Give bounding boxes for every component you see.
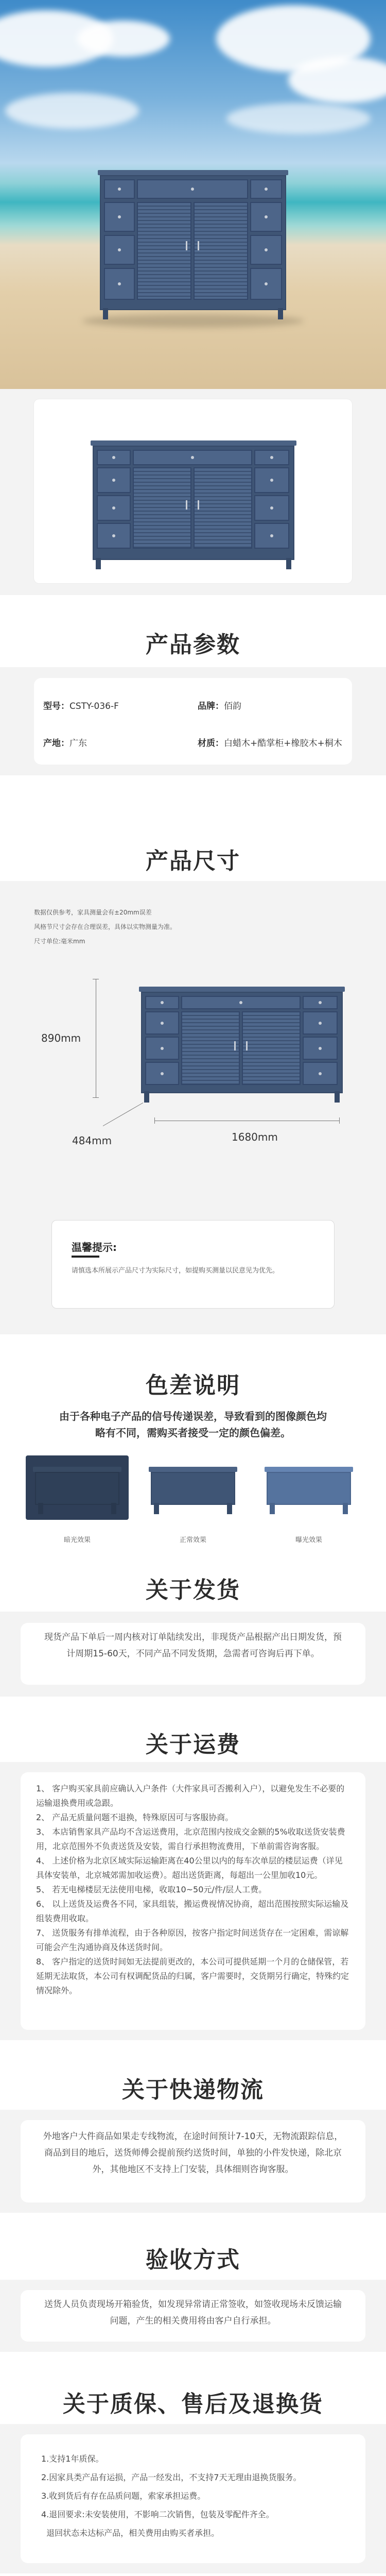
size-note: 风格节尺寸会存在合理误差，具体以实物测量为准。 bbox=[34, 923, 177, 930]
aftersale-title: 关于质保、售后及退换货 bbox=[63, 2391, 323, 2417]
accept-title: 验收方式 bbox=[146, 2247, 240, 2273]
freight-item: 7、 送货服务有排单流程，由于各种原因，按客户指定时间送货存在一定困难，需谅解可能会产生沟通协商及体送货时间。 bbox=[36, 1928, 349, 1952]
logistics-title: 关于快递物流 bbox=[122, 2077, 264, 2103]
aftersale-item: 1.支持1年质保。 bbox=[41, 2454, 104, 2464]
cloud bbox=[288, 57, 386, 103]
height-label: 890mm bbox=[41, 1032, 81, 1044]
size-note: 数据仅供参考，家具测量会有±20mm误差 bbox=[34, 909, 152, 916]
freight-item: 4、 上述价格为北京区域实际运输距离在40公里以内的每车次单层的楼层运费（详见具体安装单，北京城郊需加收运费）。超出送货距离，每超出一公里加收10元。 bbox=[36, 1856, 343, 1880]
size-diagram-cabinet bbox=[139, 987, 345, 1103]
swatch-caption: 曝光效果 bbox=[295, 1536, 322, 1544]
freight-item: 3、 本店销售家具产品均不含运送费用，北京范围内按成交金额的5%收取送货安装费用，北京范围外不负责送货及安装，需自行承担物流费用，下单前需咨询客服。 bbox=[36, 1827, 345, 1851]
freight-card bbox=[21, 1772, 365, 2030]
swatch-caption: 正常效果 bbox=[179, 1536, 206, 1544]
swatch-caption: 暗光效果 bbox=[63, 1536, 91, 1544]
freight-title: 关于运费 bbox=[146, 1732, 240, 1758]
dimension-tick bbox=[154, 1117, 155, 1124]
tip-underline bbox=[72, 1256, 99, 1258]
size-note: 尺寸单位:毫米mm bbox=[34, 938, 85, 945]
aftersale-item: 2.因家具类产品有运损，产品一经发出，不支持7天无理由退换货服务。 bbox=[41, 2472, 302, 2482]
swatch-dark bbox=[26, 1455, 129, 1520]
freight-item: 2、 产品无质量问题不退换，特殊原因可与客服协商。 bbox=[36, 1812, 234, 1822]
swatch-bright bbox=[257, 1455, 360, 1520]
logistics-card bbox=[21, 2120, 365, 2202]
width-label: 1680mm bbox=[232, 1131, 278, 1143]
aftersale-item: 4.退回要求:未安装使用，不影响二次销售，包装及零配件齐全。 bbox=[41, 2510, 274, 2519]
color-title: 色差说明 bbox=[146, 1372, 240, 1399]
tip-text: 请慎选本所展示产品尺寸为实际尺寸，如提购买测量以民意见为优先。 bbox=[72, 1267, 279, 1275]
ship-text: 现货产品下单后一周内核对订单陆续发出，非现货产品根据产出日期发货，预计周期15-60天，不同产品不同发货期，急需者可咨询后再下单。 bbox=[44, 1632, 342, 1659]
accept-text: 送货人员负责现场开箱验货，如发现异常请正常签收，如签收现场未反馈运输问题，产生的相关费用将由客户自行承担。 bbox=[44, 2299, 342, 2326]
aftersale-card bbox=[21, 2434, 365, 2563]
aftersale-item: 3.收到货后有存在品质问题，索家承担运费。 bbox=[41, 2491, 206, 2501]
hero-cabinet-image bbox=[98, 170, 288, 319]
params-table bbox=[34, 678, 352, 765]
freight-item: 5、 若无电梯楼层无法使用电梯，收取10~50元/件/层人工费。 bbox=[36, 1885, 267, 1894]
freight-item: 6、 以上送货及运费各不同，家具组装，搬运费视情况协商，超出范围按照实际运输及组装费用收取。 bbox=[36, 1899, 349, 1923]
aftersale-item: 退回状态未达标产品，相关费用由购买者承担。 bbox=[41, 2528, 220, 2538]
tip-title: 温馨提示: bbox=[72, 1241, 117, 1253]
param-origin: 产地：广东 bbox=[43, 738, 87, 749]
cloud bbox=[77, 21, 170, 57]
ship-title: 关于发货 bbox=[146, 1577, 240, 1603]
freight-list bbox=[36, 1782, 350, 1998]
depth-label: 484mm bbox=[72, 1134, 112, 1147]
accept-card bbox=[21, 2290, 365, 2342]
logistics-text: 外地客户大件商品如果走专线物流，在途时间预计7-10天，无物流跟踪信息，商品到目的地后，送货师傅会提前预约送货时间，单独的小件发快递，除北京外，其他地区不支持上门安装，具体细则咨询客服。 bbox=[43, 2131, 343, 2175]
warm-tip-card bbox=[51, 1220, 335, 1309]
product-photo-cabinet bbox=[91, 440, 296, 569]
dimension-tick bbox=[93, 1097, 99, 1098]
param-material: 材质：白蜡木+酷掌柜+橡胶木+桐木 bbox=[198, 738, 342, 749]
product-photo-card bbox=[34, 399, 352, 583]
ship-card bbox=[21, 1623, 365, 1685]
dimension-tick bbox=[339, 1117, 340, 1124]
freight-item: 8、 客户指定的送货时间如无法提前更改的，本公司可提供延期一个月的仓储保管，若延期无法取货，本公司有权调配货品的归属，客户需要时，交货期另行确定，特殊约定情况除外。 bbox=[36, 1957, 349, 1995]
cloud bbox=[226, 103, 371, 134]
aftersale-list bbox=[41, 2450, 350, 2543]
param-brand: 品牌：佰韵 bbox=[198, 701, 241, 711]
freight-item: 1、 客户购买家具前应确认入户条件（大件家具可否搬利入户），以避免发生不必要的运输退换费用或急跟。 bbox=[36, 1784, 345, 1808]
size-title: 产品尺寸 bbox=[146, 848, 240, 874]
hero-banner bbox=[0, 0, 386, 389]
color-description: 由于各种电子产品的信号传递误差，导致看到的图像颜色均略有不同，需购买者接受一定的颜色偏差。 bbox=[59, 1410, 327, 1439]
swatch-normal bbox=[142, 1455, 244, 1520]
params-title: 产品参数 bbox=[146, 632, 240, 658]
cloud bbox=[5, 93, 139, 129]
param-model: 型号：CSTY-036-F bbox=[43, 701, 119, 711]
